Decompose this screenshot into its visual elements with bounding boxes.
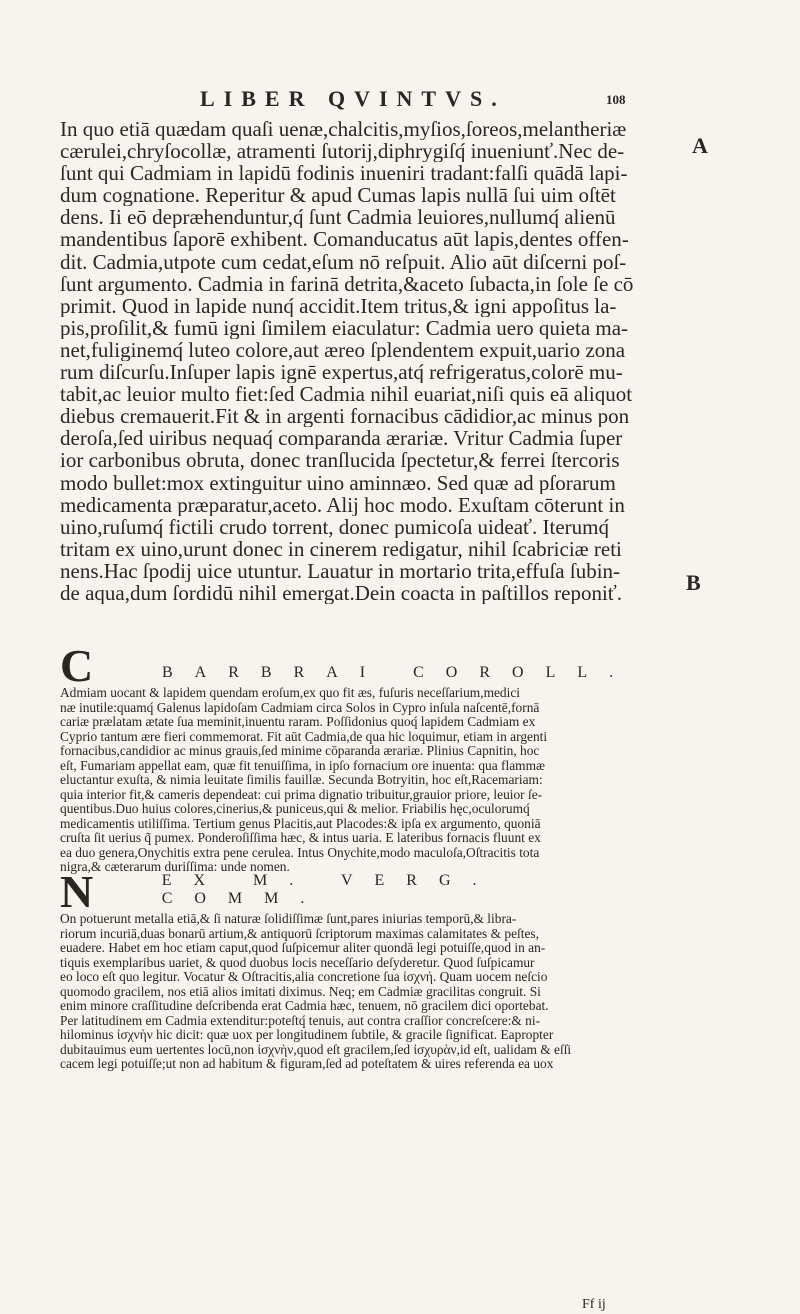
commentary-line: Admiam uocant & lapidem quendam eroſum,ex quo fit æs, fuſuris neceſſarium,medici <box>60 686 521 700</box>
text-line: uino,ruſumq́ fictili crudo torrent, donec pumicoſa uideať. Iterumq́ <box>60 515 609 538</box>
commentary-line: tiquis exemplaribus uariet, & quod duobus locis neceſſario deſyderetur. Quod ſuſpicamur <box>60 955 535 970</box>
commentary-line: quomodo gracilem, nos etiā alios imitati diximus. Neq; em Cadmiæ gracilitas congruit. Si <box>60 984 541 999</box>
commentary-line: eluctantur exuſta, & nimia leuitate ſimilis fauillæ. Secunda Botryitin, hoc eſt,Racemariam: <box>60 773 543 787</box>
text-line: ſunt argumento. Cadmia in farinā detrita,&aceto ſubacta,in ſole ſe cō <box>60 272 634 295</box>
drop-cap: N <box>60 866 94 917</box>
text-line: rum diſcurſu.Inſuper lapis ignē expertus,atq́ refrigeratus,colorē mu- <box>60 361 623 384</box>
commentary-line: fornacibus,candidior ac minus grauis,ſed minime cōparanda ærariæ. Plinius Capnitin, hoc <box>60 744 540 758</box>
text-line: modo bullet:mox extinguitur uino aminnæo. Sed quæ ad pſorarum <box>60 471 616 494</box>
commentary-line: euadere. Habet em hoc etiam caput,quod ſuſpicemur aliter quondā legi potuiſſe,quod in an- <box>60 941 546 955</box>
text-line: mandentibus ſaporē exhibent. Comanducatus aūt lapis,dentes offen- <box>60 228 629 251</box>
text-line: ior carbonibus obruta, donec tranſlucida ſpectetur,& ferrei ſtercoris <box>60 449 620 472</box>
barbari-corollarium-section <box>60 640 685 875</box>
commentary-line: quentibus.Duo huius colores,cinerius,& puniceus,qui & melior. Friabilis hęc,oculorumq́ <box>60 802 530 816</box>
text-line: primit. Quod in lapide nunq́ accidit.Item tritus,& igni appoſitus la- <box>60 294 617 317</box>
section-title: EX M. VERG. COMM. <box>161 872 499 907</box>
text-line: de aqua,dum ſordidū nihil emergat.Dein coacta in paſtillos reponiť. <box>60 581 623 605</box>
text-line: diebus cremauerit.Fit & in argenti fornacibus cādidior,ac minus pon <box>60 405 630 428</box>
commentary-line: dubitauimus eum uertentes locū,non ἰσχνὴν,quod eſt gracilem,ſed ἰσχυρὰν,id eſt, ualidam & eſſi <box>60 1042 572 1057</box>
commentary-line: Per latitudinem em Cadmia extenditur:poteſtq́ tenuis, aut contra craſſior concreſcere:& ni- <box>60 1013 541 1028</box>
text-line: deroſa,ſed uiribus nequaq́ comparanda ærariæ. Vritur Cadmia ſuper <box>60 427 623 450</box>
text-line: tritam ex uino,urunt donec in cinerem redigatur, nihil ſcabriciæ reti <box>60 537 622 560</box>
folio-number: 108 <box>606 92 626 107</box>
text-line: dum cognatione. Reperitur & apud Cumas lapis nullā ſui uim oſtēt <box>60 184 616 207</box>
section-title: BARBRAI COROLL. <box>162 664 636 681</box>
text-line: pis,proſilit,& fumū igni ſimilem eiaculatur: Cadmia uero quieta ma- <box>60 316 629 339</box>
commentary-line: næ inutile:quamq́ Galenus lapidoſam Cadmiam circa Solos in Cypro inſula naſcentē,fornā <box>60 700 540 715</box>
text-line: In quo etiā quædam quaſi uenæ,chalcitis,myſios,ſoreos,melantheriæ <box>60 118 627 141</box>
commentary-line: nigra,& cæterarum duriſſima: unde nomen. <box>60 860 290 874</box>
main-text <box>60 118 685 604</box>
text-line: tabit,ac leuior multo fiet:ſed Cadmia nihil euariat,niſi quis eā aliquot <box>60 383 633 406</box>
commentary-line: cacem legi potuiſſe;ut non ad habitum & figuram,ſed ad poteſtatem & uires referenda ea uox <box>60 1057 554 1071</box>
commentary-line: eo loco eſt quo legitur. Vocatur & Oſtracitis,alia concretione ſua ἰσχνή. Quam uocem neſcio <box>60 970 548 984</box>
commentary-line: quia interior fit,& cameris dependeat: cui prima dignatio tribuitur,grauior priore, leuior ſe- <box>60 787 543 802</box>
drop-cap: C <box>60 640 94 691</box>
text-line: nens.Hac ſpodij uice utuntur. Lauatur in mortario trita,effuſa ſubin- <box>60 559 621 582</box>
text-line: medicamenta præparatur,aceto. Alij hoc modo. Exuſtam cōterunt in <box>60 493 625 516</box>
text-line: net,fuliginemq́ luteo colore,aut æreo ſplendentem expuit,uario zona <box>60 338 626 362</box>
text-line: ſunt qui Cadmiam in lapidū fodinis inueniri tradant:falſi quādā lapi- <box>60 162 628 185</box>
commentary-line: riorum incuriā,duas bonarū artium,& antiquorū ſcriptorum maximas calamitates & peſtes, <box>60 926 539 941</box>
commentary-line: Cyprio tantum ære fieri commemorat. Fit aūt Cadmia,de qua hic loquimur, etiam in argenti <box>60 729 548 744</box>
catchword-signature: Ff ij <box>582 1297 606 1312</box>
commentary-line: On potuerunt metalla etiā,& ſi naturæ ſolidiſſimæ ſunt,pares iniurias temporū,& libra- <box>60 912 517 926</box>
margin-marker-a: A <box>692 133 708 158</box>
text-line: cærulei,chryſocollæ, atramenti ſutorij,diphrygiſq́ inueniunť.Nec de- <box>60 140 625 163</box>
commentary-line: enim minore craſſitudine deſcribenda erat Cadmia hæc, tenuem, nō gracilem dici oportebat. <box>60 999 549 1013</box>
commentary-line: hilominus ἰσχνὴν hic dicit: quæ uox per longitudinem ſubtile, & gracile ſignificat. Eapropter <box>60 1028 554 1042</box>
commentary-line: eſt, Fumariam appellat eam, quæ fit tenuiſſima, in ipſo fornacium ore inuenta: qua flammæ <box>60 758 545 773</box>
section-heading <box>60 640 685 691</box>
text-line: dens. Ii eō depræhenduntur,q́ ſunt Cadmia leuiores,nullumq́ alienū <box>60 206 616 229</box>
commentary-line: medicamentis utiliſſima. Tertium genus Placitis,aut Placodes:& ipſa ex argumento, quoniā <box>60 816 541 831</box>
margin-marker-b: B <box>686 570 701 595</box>
commentary-line: ea duo genera,Onychitis extra pene cerulea. Intus Onychite,modo maculoſa,Oſtracitis tota <box>60 845 540 860</box>
text-line: dit. Cadmia,utpote cum cedat,eſum nō reſpuit. Alio aūt diſcerni poſ- <box>60 250 627 273</box>
commentary-line: cariæ prælatam ætate ſua meminit,inuentu raram. Poſſidonius quoq́ lapidem Cadmiam ex <box>60 715 536 729</box>
commentary-line: cruſta ſit uerius q̃ pumex. Ponderoſiſſima hæc, & intus uaria. E lateribus fornacis fluunt ex <box>60 831 541 845</box>
running-title: LIBER QVINTVS. <box>200 86 506 111</box>
